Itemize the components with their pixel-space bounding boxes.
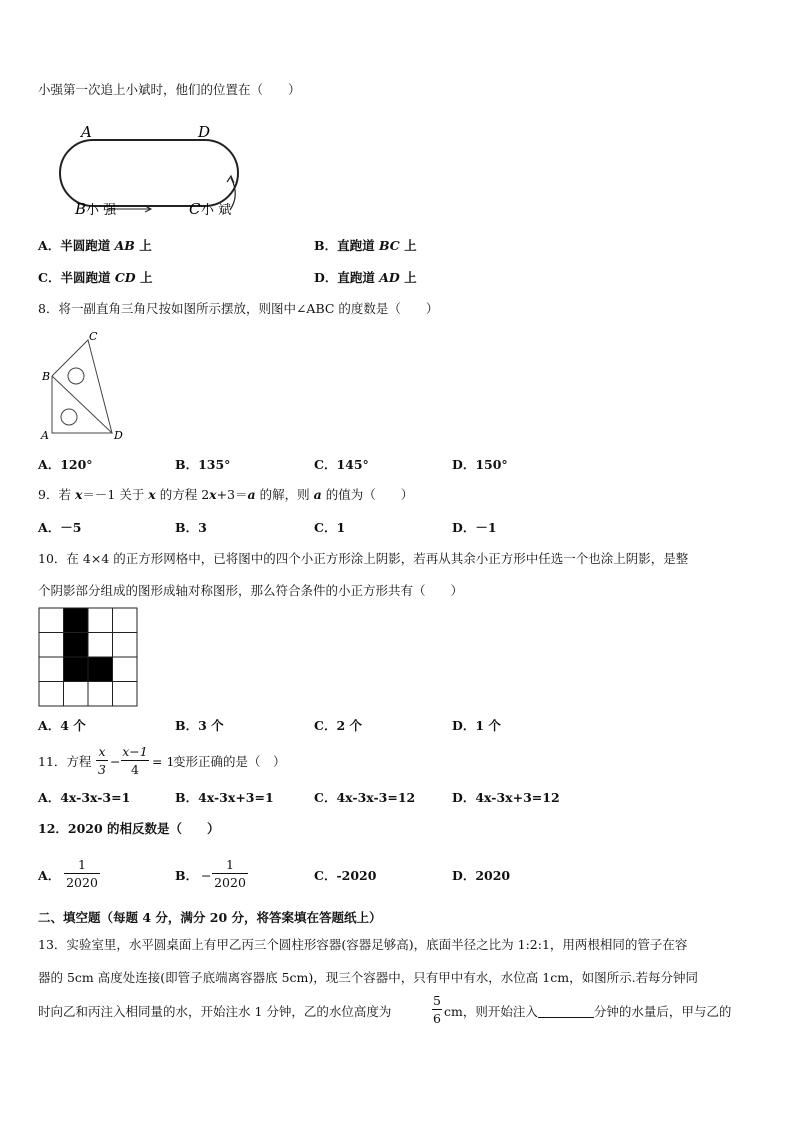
label-b: B xyxy=(42,370,51,383)
q8-option-c[interactable]: C．145° xyxy=(314,457,369,472)
grid-cell xyxy=(113,657,138,682)
grid-cell xyxy=(39,657,64,682)
q7-option-a[interactable]: A．半圆跑道 AB 上 xyxy=(38,238,152,253)
q8-option-a[interactable]: A．120° xyxy=(38,457,93,472)
triangle-figure xyxy=(38,328,138,443)
q10-option-a[interactable]: A．4 个 xyxy=(38,718,86,733)
q11-fraction-2: x−1 4 xyxy=(122,744,148,777)
q9-stem: 9．若 x＝－1 关于 x 的方程 2x+3＝a 的解，则 a 的值为（ ） xyxy=(38,487,414,502)
q7-option-d[interactable]: D．直跑道 AD 上 xyxy=(314,270,417,285)
q7-stem: 小强第一次追上小斌时，他们的位置在（ ） xyxy=(38,82,301,97)
label-d: D xyxy=(114,429,123,442)
shaded-grid xyxy=(38,607,138,707)
grid-cell xyxy=(39,633,64,658)
label-b-name: 小 强 xyxy=(86,203,117,218)
q11-post: 变形正确的是（ ） xyxy=(173,754,286,769)
q8-option-d[interactable]: D．150° xyxy=(452,457,508,472)
oval-track xyxy=(60,140,238,206)
q10-line1: 10．在 4×4 的正方形网格中，已将图中的四个小正方形涂上阴影，若再从其余小正方形中任选一个也涂上阴影，是整 xyxy=(38,551,689,566)
q11-eq: = 1 xyxy=(152,754,175,769)
q13-line1: 13．实验室里，水平圆桌面上有甲乙丙三个圆柱形容器(容器足够高)，底面半径之比为 1:2:1，用两根相同的管子在容 xyxy=(38,937,688,952)
q7-option-c[interactable]: C．半圆跑道 CD 上 xyxy=(38,270,153,285)
q8-option-b[interactable]: B．135° xyxy=(175,457,231,472)
triangle-hole-lower xyxy=(61,409,77,425)
q7-option-b[interactable]: B．直跑道 BC 上 xyxy=(314,238,417,253)
q11-option-d[interactable]: D．4x-3x+3=12 xyxy=(452,790,560,805)
q11-minus: − xyxy=(110,754,121,769)
q12-option-a-letter[interactable]: A． xyxy=(38,868,61,883)
q10-option-b[interactable]: B．3 个 xyxy=(175,718,224,733)
grid-cell xyxy=(64,682,89,707)
grid-cell xyxy=(88,633,113,658)
q12-option-c[interactable]: C．-2020 xyxy=(314,868,377,883)
q13-fraction: 5 6 xyxy=(433,993,441,1026)
label-d: D xyxy=(198,123,211,141)
q11-option-c[interactable]: C．4x-3x-3=12 xyxy=(314,790,416,805)
q9-option-b[interactable]: B．3 xyxy=(175,520,207,535)
grid-cell xyxy=(113,608,138,633)
q9-option-a[interactable]: A．－5 xyxy=(38,520,82,535)
triangle-hole-upper xyxy=(68,368,84,384)
label-a: A xyxy=(41,429,49,442)
label-c: C xyxy=(189,200,201,218)
q9-option-d[interactable]: D．－1 xyxy=(452,520,497,535)
q10-option-d[interactable]: D．1 个 xyxy=(452,718,501,733)
grid-cell xyxy=(88,682,113,707)
q12-option-a-fraction[interactable]: 1 2020 xyxy=(64,857,100,890)
answer-blank[interactable] xyxy=(538,1005,594,1018)
grid-cell xyxy=(88,608,113,633)
q10-line2: 个阴影部分组成的图形成轴对称图形，那么符合条件的小正方形共有（ ） xyxy=(38,583,464,598)
q13-line3b: cm，则开始注入 分钟的水量后，甲与乙的 xyxy=(444,1004,732,1019)
q10-option-c[interactable]: C．2 个 xyxy=(314,718,362,733)
grid-cell xyxy=(39,608,64,633)
q12-option-b-letter[interactable]: B． xyxy=(175,868,199,883)
grid-cell xyxy=(113,633,138,658)
q12-option-b-fraction[interactable]: 1 2020 xyxy=(212,857,248,890)
section-heading: 二、填空题（每题 4 分，满分 20 分，将答案填在答题纸上） xyxy=(38,910,382,925)
label-c: C xyxy=(89,330,98,343)
grid-cell xyxy=(113,682,138,707)
q13-line3a: 时向乙和丙注入相同量的水，开始注水 1 分钟，乙的水位高度为 xyxy=(38,1004,392,1019)
grid-cell-shaded xyxy=(64,633,89,658)
q8-stem: 8．将一副直角三角尺按如图所示摆放，则图中∠ABC 的度数是（ ） xyxy=(38,301,439,316)
q11-option-b[interactable]: B．4x-3x+3=1 xyxy=(175,790,274,805)
q12-option-d[interactable]: D．2020 xyxy=(452,868,511,883)
q12-option-b-sign: − xyxy=(201,868,212,883)
q11-pre: 11．方程 xyxy=(38,754,92,769)
grid-cell xyxy=(39,682,64,707)
q11-option-a[interactable]: A．4x-3x-3=1 xyxy=(38,790,131,805)
track-figure xyxy=(55,120,255,220)
label-c-name: 小 斌 xyxy=(201,203,232,218)
label-a: A xyxy=(81,123,92,141)
triangle-45 xyxy=(52,376,112,433)
grid-cell-shaded xyxy=(64,608,89,633)
q11-fraction-1: x 3 xyxy=(96,744,108,777)
q9-option-c[interactable]: C．1 xyxy=(314,520,346,535)
grid-cell-shaded xyxy=(64,657,89,682)
label-b: B xyxy=(75,200,87,218)
q12-stem: 12．2020 的相反数是（ ） xyxy=(38,821,220,836)
q13-line2: 器的 5cm 高度处连接(即管子底端离容器底 5cm)，现三个容器中，只有甲中有水，水位高 1cm，如图所示.若每分钟同 xyxy=(38,970,699,985)
grid-cell-shaded xyxy=(88,657,113,682)
